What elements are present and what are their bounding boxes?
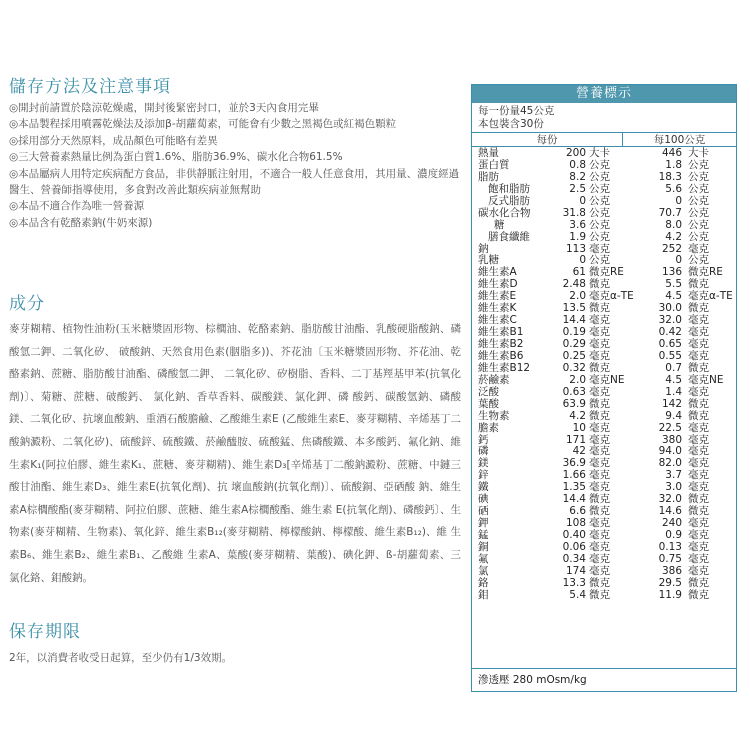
per-serving-value: 0.19 xyxy=(562,326,586,339)
per-serving-unit: 微克 xyxy=(589,505,610,518)
nutrient-name: 維生素B1 xyxy=(478,326,524,339)
nutrition-row xyxy=(472,399,736,411)
per-serving-unit: 毫克 xyxy=(589,242,610,255)
nutrient-name: 維生素B6 xyxy=(478,349,524,362)
per-serving-unit: 微克 xyxy=(589,576,610,589)
per-100g-value: 32.0 xyxy=(658,493,682,506)
nutrition-row xyxy=(472,566,736,578)
per-serving-unit: 微克 xyxy=(589,361,610,374)
per-100g-unit: 公克 xyxy=(688,170,709,183)
per-serving-value: 171 xyxy=(565,433,586,446)
per-serving-unit: 微克 xyxy=(589,302,610,315)
nutrient-name: 氟 xyxy=(478,552,489,565)
per-100g-value: 0.9 xyxy=(665,529,682,541)
per-100g-unit: 毫克 xyxy=(688,529,709,541)
per-100g-value: 0.42 xyxy=(658,326,682,339)
per-100g-unit: 微克 xyxy=(688,409,709,422)
per-100g-value: 14.6 xyxy=(658,505,682,518)
per-serving-unit: 毫克 xyxy=(589,540,610,553)
nutrition-row xyxy=(472,423,736,435)
per-100g-value: 70.7 xyxy=(658,206,682,219)
per-100g-unit: 公克 xyxy=(688,206,709,219)
storage-note: ◎採用部分天然原料，成品顏色可能略有差異 xyxy=(9,134,218,147)
per-100g-unit: 公克 xyxy=(688,254,709,267)
per-serving-value: 61 xyxy=(572,266,586,279)
per-serving-value: 0.06 xyxy=(562,540,586,553)
per-100g-unit: 毫克 xyxy=(688,385,709,398)
per-100g-value: 4.5 xyxy=(665,290,682,303)
per-100g-unit: 微克 xyxy=(688,588,709,601)
nutrition-row xyxy=(472,375,736,387)
nutrient-name: 維生素K xyxy=(478,302,517,315)
per-100g-unit: 毫克 xyxy=(688,481,709,494)
per-serving-value: 108 xyxy=(565,517,586,530)
per-100g-value: 446 xyxy=(661,147,682,159)
per-serving-value: 10 xyxy=(572,421,586,434)
nutrient-name: 反式脂肪 xyxy=(488,194,530,207)
per-serving-value: 13.3 xyxy=(562,576,586,589)
per-serving-unit: 公克 xyxy=(589,218,610,231)
per-100g-unit: 毫克 xyxy=(688,540,709,553)
per-100g-unit: 微克 xyxy=(688,278,709,291)
nutrient-name: 葉酸 xyxy=(478,397,499,410)
col-per-100g: 每100公克 xyxy=(622,133,736,146)
col-per-serving: 每份 xyxy=(536,134,558,146)
per-100g-value: 32.0 xyxy=(658,314,682,327)
storage-note: ◎開封前請置於陰涼乾燥處，開封後緊密封口，並於3天內食用完畢 xyxy=(9,102,319,114)
per-100g-value: 11.9 xyxy=(658,588,682,601)
ingredients-title: 成分 xyxy=(9,294,45,314)
per-serving-unit: 毫克 xyxy=(589,349,610,362)
per-serving-unit: 毫克 xyxy=(589,314,610,327)
storage-title: 儲存方法及注意事項 xyxy=(9,77,171,97)
per-serving-value: 1.9 xyxy=(569,230,586,243)
per-serving-unit: 毫克 xyxy=(589,326,610,339)
nutrition-row xyxy=(472,184,736,196)
per-serving-value: 63.9 xyxy=(562,397,586,410)
per-100g-value: 94.0 xyxy=(658,445,682,458)
per-100g-value: 4.2 xyxy=(665,230,682,243)
nutrient-name: 硒 xyxy=(478,505,489,518)
nutrient-name: 維生素B12 xyxy=(478,361,531,374)
per-100g-value: 142 xyxy=(661,397,682,410)
per-100g-unit: 毫克 xyxy=(688,457,709,470)
per-serving-unit: 毫克NE xyxy=(589,373,625,386)
per-serving-value: 3.6 xyxy=(569,218,586,231)
per-100g-unit: 毫克α-TE xyxy=(688,290,733,303)
osmolality: 滲透壓 280 mOsm/kg xyxy=(478,674,587,686)
per-100g-unit: 微克 xyxy=(688,397,709,410)
per-100g-unit: 毫克 xyxy=(688,338,709,350)
nutrient-name: 磷 xyxy=(478,445,489,458)
storage-note: ◎本品製程採用噴霧乾燥法及添加β-胡蘿蔔素，可能會有少數之黑褐色或紅褐色顆粒 xyxy=(9,118,397,131)
per-100g-unit: 毫克 xyxy=(688,564,709,577)
per-100g-unit: 毫克 xyxy=(688,517,709,530)
per-serving-unit: 毫克 xyxy=(589,481,610,494)
per-serving-value: 0.25 xyxy=(562,349,586,362)
per-serving-unit: 公克 xyxy=(589,230,610,243)
per-serving-value: 6.6 xyxy=(569,505,586,518)
per-100g-value: 0.13 xyxy=(658,540,682,553)
nutrient-name: 膽素 xyxy=(478,421,499,434)
nutrient-name: 泛酸 xyxy=(478,385,499,398)
per-serving-unit: 毫克 xyxy=(589,469,610,482)
storage-note: ◎本品屬病人用特定疾病配方食品，非供靜脈注射用，不適合一般人任意食用，其用量、濃度經過醫生、營養師指導使用，多食對改善此類疾病並無幫助 xyxy=(9,167,460,197)
per-serving-unit: 毫克 xyxy=(589,517,610,530)
per-100g-value: 136 xyxy=(661,266,682,279)
per-100g-value: 8.0 xyxy=(665,218,682,231)
nutrient-name: 鈣 xyxy=(478,433,489,446)
nutrition-row xyxy=(472,220,736,232)
per-100g-value: 1.4 xyxy=(665,385,682,398)
per-100g-value: 0 xyxy=(675,254,682,267)
nutrition-row xyxy=(472,578,736,590)
per-100g-value: 82.0 xyxy=(658,457,682,470)
per-serving-unit: 毫克 xyxy=(589,564,610,577)
nutrient-name: 生物素 xyxy=(478,409,510,422)
shelf-life-text: 2年，以消費者收受日起算，至少仍有1/3效期。 xyxy=(9,652,233,664)
serving-size: 每一份量45公克 xyxy=(478,105,555,117)
nutrient-name: 碘 xyxy=(478,493,489,506)
nutrient-name: 氯 xyxy=(478,564,489,577)
nutrient-name: 維生素E xyxy=(478,290,517,303)
per-serving-value: 8.2 xyxy=(569,170,586,183)
per-serving-value: 200 xyxy=(565,147,586,159)
divider xyxy=(472,668,736,669)
per-100g-unit: 毫克 xyxy=(688,421,709,434)
per-100g-value: 0 xyxy=(675,194,682,207)
per-serving-value: 13.5 xyxy=(562,302,586,315)
per-100g-value: 3.0 xyxy=(665,481,682,494)
nutrient-name: 糖 xyxy=(494,218,505,231)
nutrient-name: 蛋白質 xyxy=(478,158,510,171)
nutrient-name: 維生素A xyxy=(478,266,517,279)
nutrition-title: 營養標示 xyxy=(472,85,736,103)
per-serving-value: 0.40 xyxy=(562,529,586,541)
storage-note: ◎三大營養素熱量比例為蛋白質1.6%、脂肪36.9%、碳水化合物61.5% xyxy=(9,151,343,164)
per-serving-value: 2.5 xyxy=(569,182,586,195)
shelf-life-title: 保存期限 xyxy=(9,622,81,642)
per-serving-unit: 毫克 xyxy=(589,385,610,398)
per-100g-unit: 微克 xyxy=(688,505,709,518)
per-100g-value: 0.65 xyxy=(658,338,682,350)
per-100g-value: 0.75 xyxy=(658,552,682,565)
nutrient-name: 維生素C xyxy=(478,314,517,327)
per-100g-value: 29.5 xyxy=(658,576,682,589)
per-serving-unit: 公克 xyxy=(589,206,610,219)
per-serving-value: 0.29 xyxy=(562,338,586,350)
per-100g-unit: 毫克 xyxy=(688,326,709,339)
per-serving-value: 1.66 xyxy=(562,469,586,482)
per-100g-unit: 毫克 xyxy=(688,552,709,565)
per-100g-unit: 毫克 xyxy=(688,433,709,446)
per-serving-unit: 微克 xyxy=(589,493,610,506)
per-serving-value: 113 xyxy=(565,242,586,255)
per-100g-unit: 毫克 xyxy=(688,242,709,255)
nutrient-name: 鐵 xyxy=(478,481,489,494)
per-serving-value: 2.0 xyxy=(569,373,586,386)
nutrition-facts-panel xyxy=(471,84,737,692)
per-100g-unit: 微克 xyxy=(688,493,709,506)
nutrition-row xyxy=(472,590,736,602)
nutrient-name: 膳食纖維 xyxy=(488,230,530,243)
per-100g-unit: 公克 xyxy=(688,230,709,243)
per-100g-unit: 公克 xyxy=(688,194,709,207)
per-100g-value: 9.4 xyxy=(665,409,682,422)
per-serving-unit: 毫克 xyxy=(589,433,610,446)
per-100g-value: 240 xyxy=(661,517,682,530)
per-serving-unit: 微克 xyxy=(589,397,610,410)
per-100g-unit: 毫克NE xyxy=(688,373,724,386)
nutrition-row xyxy=(472,232,736,244)
nutrition-row xyxy=(472,196,736,208)
storage-note: ◎本品不適合作為唯一營養源 xyxy=(9,200,145,213)
per-serving-value: 0.63 xyxy=(562,385,586,398)
nutrient-name: 維生素B2 xyxy=(478,338,524,350)
per-100g-unit: 毫克 xyxy=(688,445,709,458)
per-serving-unit: 毫克 xyxy=(589,457,610,470)
nutrition-row xyxy=(472,208,736,220)
per-serving-unit: 大卡 xyxy=(589,147,610,159)
servings-per-package: 本包裝含30份 xyxy=(478,117,544,130)
per-100g-value: 0.7 xyxy=(665,361,682,374)
per-100g-value: 4.5 xyxy=(665,373,682,386)
per-serving-unit: 微克RE xyxy=(589,266,624,279)
nutrition-rows xyxy=(472,147,736,602)
nutrient-name: 銅 xyxy=(478,540,489,553)
per-100g-unit: 毫克 xyxy=(688,469,709,482)
per-serving-value: 5.4 xyxy=(569,588,586,601)
per-serving-value: 174 xyxy=(565,564,586,577)
per-serving-unit: 公克 xyxy=(589,158,610,171)
per-100g-value: 3.7 xyxy=(665,469,682,482)
per-serving-unit: 毫克 xyxy=(589,445,610,458)
per-serving-unit: 公克 xyxy=(589,254,610,267)
nutrient-name: 錳 xyxy=(478,529,489,541)
per-100g-unit: 微克 xyxy=(688,302,709,315)
per-100g-value: 1.8 xyxy=(665,158,682,171)
per-100g-unit: 公克 xyxy=(688,158,709,171)
per-100g-value: 5.5 xyxy=(665,278,682,291)
ingredients-text: 麥芽糊精、植物性油粉(玉米糖漿固形物、棕櫚油、乾酪素鈉、脂肪酸甘油酯、乳酸硬脂酸鈉、磷酸氫二鉀、二氧化矽、 破酸鈉、天然食用色素(胭脂多))、芥花油〔玉米糖漿固形物、芥花油、乾酪素鈉、蔗糖、脂肪酸甘油酯、磷酸氫二鉀、 二氧化矽、矽樹脂、香料、二丁基羥基甲苯(抗氧化劑)〕、菊糖、蔗糖、破酸鈣、 氯化鈉、香草香料、碳酸鎂、氯化鉀、磷 酸鈣、碳酸氫鈉、磷酸鎂、二氧化矽、抗壞血酸鈉、重酒石酸膽鹼、乙酸維生素E (乙酸維生素E、麥芽糊精、辛烯基丁二酸鈉澱粉、二氧化矽)、硫酸鋅、硫酸鐵、菸鹼醯胺、硫酸錳、焦磷酸鐵、本多酸鈣、氟化鈉、維生素K₁(阿拉伯膠、維生素K₁、蔗糖、麥芽糊精)、維生素D₃[辛烯基丁二酸鈉澱粉、蔗糖、中鏈三酸甘油酯、維生素D₃、維生素E(抗氧化劑)、抗 壞血酸鈉(抗氧化劑)〕、硫酸銅、亞硒酸 鈉、維生素A棕櫚酸酯(麥芽糊精、阿拉伯膠、蔗糖、維生素A棕櫚酸酯、維生素 E(抗氧化劑)、磷酸鈣〕、生物素(麥芽糊精、生物素)、氧化鋅、維生素B₁₂(麥芽糊精、檸檬酸鈉、檸檬酸、維生素B₁₂)、維 生素B₆、維生素B₂、維生素B₁、乙酸維 生素A、葉酸(麥芽糊精、葉酸)、碘化鉀、ß-胡蘿蔔素、三氯化鉻、鉬酸鈉。 xyxy=(9,323,461,584)
per-serving-unit: 毫克α-TE xyxy=(589,290,634,303)
per-serving-value: 0.8 xyxy=(569,158,586,171)
nutrient-name: 菸鹼素 xyxy=(478,373,510,386)
nutrient-name: 鉻 xyxy=(478,576,489,589)
per-serving-value: 0 xyxy=(579,194,586,207)
nutrient-name: 碳水化合物 xyxy=(478,206,531,219)
per-100g-value: 386 xyxy=(661,564,682,577)
nutrient-name: 鈉 xyxy=(478,242,489,255)
nutrient-name: 鉀 xyxy=(478,517,489,530)
per-serving-unit: 公克 xyxy=(589,182,610,195)
per-serving-unit: 毫克 xyxy=(589,552,610,565)
per-100g-value: 5.6 xyxy=(665,182,682,195)
nutrient-name: 熱量 xyxy=(478,147,499,159)
nutrition-row xyxy=(472,387,736,399)
per-100g-unit: 微克 xyxy=(688,576,709,589)
per-serving-value: 0.34 xyxy=(562,552,586,565)
per-serving-unit: 毫克 xyxy=(589,529,610,541)
per-100g-unit: 公克 xyxy=(688,182,709,195)
per-serving-unit: 公克 xyxy=(589,194,610,207)
per-serving-value: 2.0 xyxy=(569,290,586,303)
per-100g-value: 0.55 xyxy=(658,349,682,362)
per-serving-value: 1.35 xyxy=(562,481,586,494)
per-100g-value: 22.5 xyxy=(658,421,682,434)
nutrient-name: 脂肪 xyxy=(478,170,499,183)
nutrient-name: 維生素D xyxy=(478,278,518,291)
per-100g-unit: 微克RE xyxy=(688,266,723,279)
nutrient-name: 乳糖 xyxy=(478,254,499,267)
per-100g-value: 18.3 xyxy=(658,170,682,183)
storage-notes xyxy=(9,100,461,231)
per-100g-unit: 微克 xyxy=(688,361,709,374)
nutrient-name: 鋅 xyxy=(478,469,489,482)
per-serving-value: 31.8 xyxy=(562,206,586,219)
per-serving-unit: 毫克 xyxy=(589,421,610,434)
per-serving-value: 42 xyxy=(572,445,586,458)
per-serving-value: 4.2 xyxy=(569,409,586,422)
serving-info xyxy=(472,103,736,133)
per-100g-value: 252 xyxy=(661,242,682,255)
per-serving-value: 14.4 xyxy=(562,314,586,327)
per-serving-value: 36.9 xyxy=(562,457,586,470)
per-serving-unit: 微克 xyxy=(589,409,610,422)
per-100g-value: 380 xyxy=(661,433,682,446)
per-serving-value: 0 xyxy=(579,254,586,267)
per-serving-unit: 公克 xyxy=(589,170,610,183)
column-headers xyxy=(472,133,736,147)
per-serving-value: 2.48 xyxy=(562,278,586,291)
nutrient-name: 飽和脂肪 xyxy=(488,182,530,195)
per-100g-unit: 毫克 xyxy=(688,349,709,362)
per-100g-value: 30.0 xyxy=(658,302,682,315)
per-serving-unit: 微克 xyxy=(589,278,610,291)
storage-note: ◎本品含有乾酪素鈉(牛奶來源) xyxy=(9,216,153,229)
nutrient-name: 鉬 xyxy=(478,588,489,601)
per-100g-unit: 大卡 xyxy=(688,147,709,159)
per-serving-value: 0.32 xyxy=(562,361,586,374)
per-serving-unit: 毫克 xyxy=(589,338,610,350)
per-100g-unit: 公克 xyxy=(688,218,709,231)
per-100g-unit: 毫克 xyxy=(688,314,709,327)
nutrient-name: 鎂 xyxy=(478,457,489,470)
nutrition-row xyxy=(472,411,736,423)
per-serving-value: 14.4 xyxy=(562,493,586,506)
per-serving-unit: 微克 xyxy=(589,588,610,601)
